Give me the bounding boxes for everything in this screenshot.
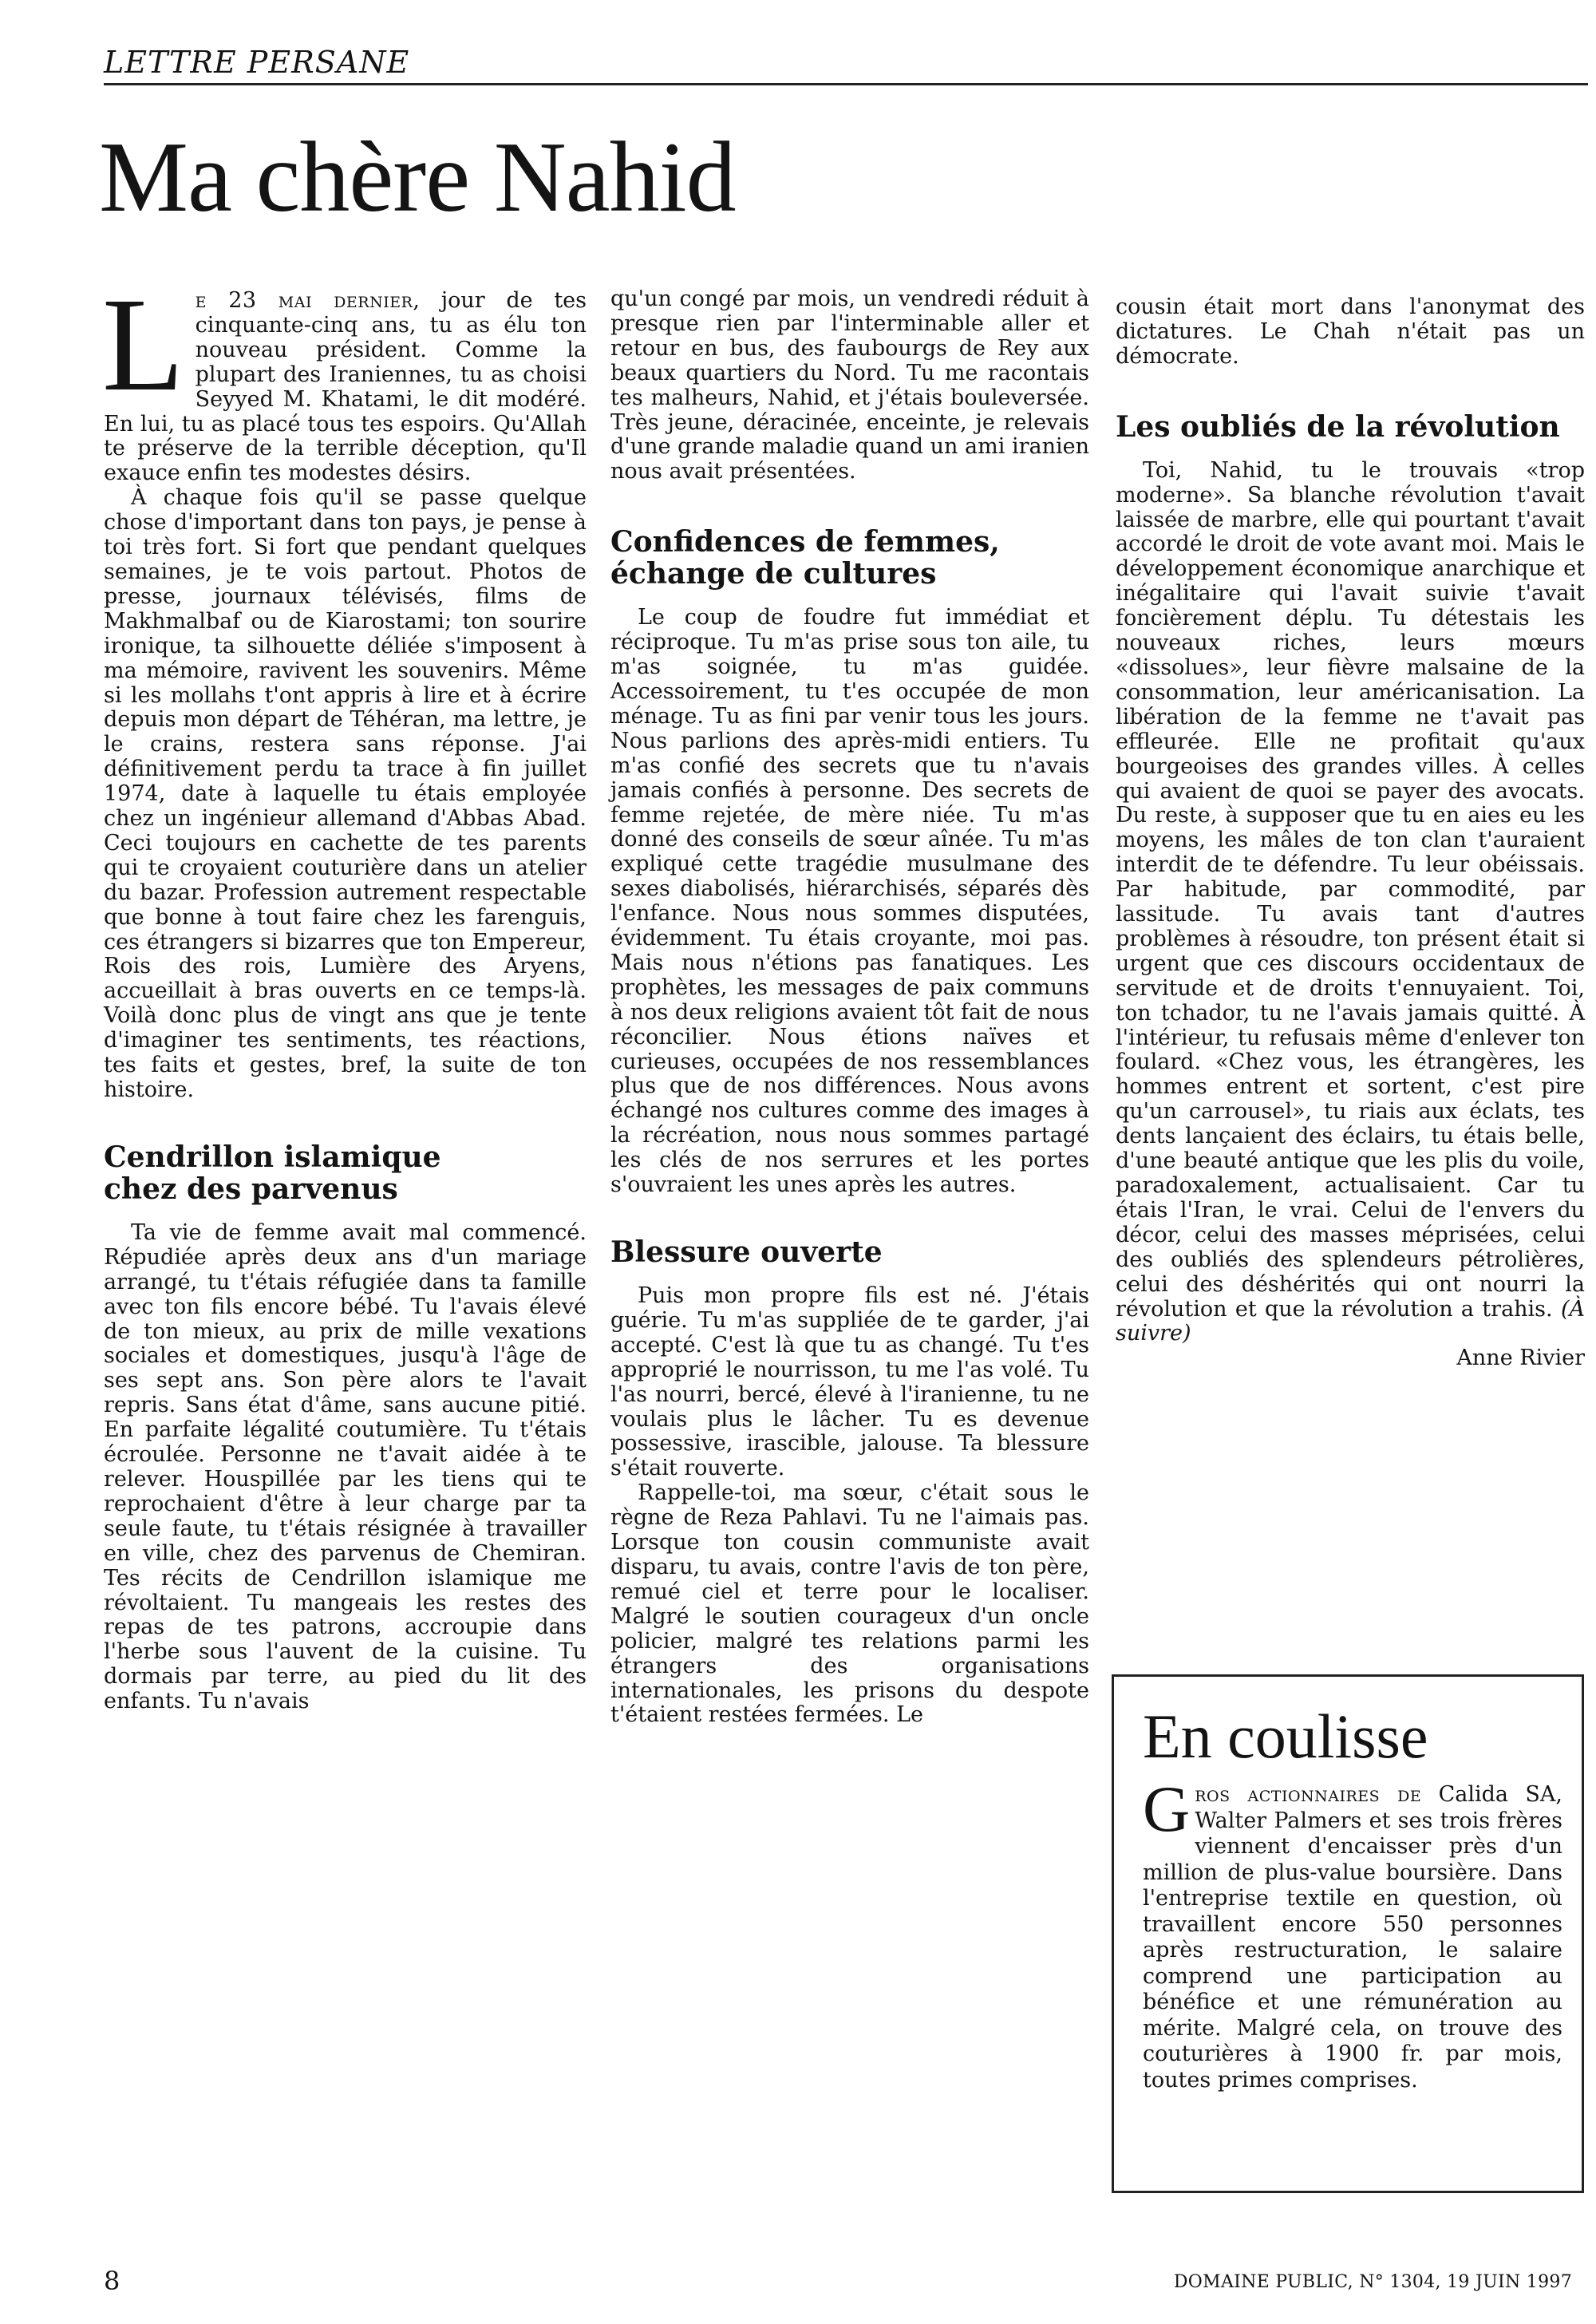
lead-smallcaps: e 23 mai dernier — [195, 288, 413, 313]
paragraph: À chaque fois qu'il se passe quelque chose d'important dans ton pays, je pense à toi très fort. Si fort que pendant quelques semaines, je te vois partout. Photos de presse, journaux télévisés, films de Makhmalbaf ou de Kiarostami; ton sourire ironique, ta silhouette déliée s'imposent à ma mémoire, ravivent les souvenirs. Même si les mollahs t'ont appris à lire et à écrire depuis mon départ de Téhéran, ma lettre, je le crains, restera sans réponse. J'ai définitivement perdu ta trace à fin juillet 1974, date à laquelle tu étais employée chez un ingénieur allemand d'Abbas Abad. Ceci toujours en cachette de tes parents qui te croyaient couturière dans un atelier du bazar. Profession autrement respectable que bonne à tout faire chez les farenguis, ces étrangers si bizarres que ton Empereur, Rois des rois, Lumière des Aryens, accueillait à bras ouverts en ce temps-là. Voilà donc plus de vingt ans que je tente d'imaginer tes sentiments, tes réactions, tes faits et gestes, bref, la suite de ton histoire. — [104, 485, 587, 1102]
page-number: 8 — [104, 2266, 120, 2296]
paragraph: Rappelle-toi, ma sœur, c'était sous le règne de Reza Pahlavi. Tu ne l'aimais pas. Lorsque ton cousin communiste avait disparu, tu avais, contre l'avis de ton père, remué ciel et terre pour le localiser. Malgré le soutien courageux d'un oncle policier, malgré tes relations parmi les étrangers des organisations internationales, les prisons du despote t'étaient restées fermées. Le — [610, 1480, 1089, 1728]
sidebar-title: En coulisse — [1143, 1702, 1428, 1771]
sidebar-text: Calida SA, Walter Palmers et ses trois frères viennent d'encaisser près d'un million de plus-value boursière. Dans l'entreprise textile en question, où travaillent encore 550 personnes après restructuration, le salaire comprend une participation au bénéfice et une rémunération au mérite. Malgré cela, on trouve des couturières à 1900 fr. par mois, toutes primes comprises. — [1143, 1782, 1562, 2093]
lead-text: , jour de tes cinquante-cinq ans, tu as élu ton nouveau président. Comme la plupart des Iraniennes, tu as choisi Seyyed M. Khatami, le dit modéré. En lui, tu as placé tous tes espoirs. Qu'Allah te préserve de la terrible déception, qu'Il exauce enfin tes modestes désirs. — [104, 288, 587, 486]
subheading-blessure: Blessure ouverte — [610, 1235, 883, 1269]
article-column-3 — [1116, 295, 1585, 1371]
paragraph: cousin était mort dans l'anonymat des dictatures. Le Chah n'était pas un démocrate. — [1116, 294, 1585, 369]
paragraph: qu'un congé par mois, un vendredi réduit à presque rien par l'interminable aller et retour en bus, des faubourgs de Rey aux beaux quartiers du Nord. Tu me racontais tes malheurs, Nahid, et j'étais bouleversée. Très jeune, déracinée, enceinte, je relevais d'une grande maladie quand un ami iranien nous avait présentées. — [610, 287, 1089, 484]
sidebar-paragraph — [1143, 1773, 1562, 2093]
sidebar-box — [1112, 1674, 1584, 2193]
subheading-confidences — [610, 526, 1089, 590]
article-column-2 — [610, 287, 1089, 1728]
subheading-line: échange de cultures — [610, 557, 937, 591]
section-rubric: LETTRE PERSANE — [104, 45, 410, 80]
paragraph: Ta vie de femme avait mal commencé. Répudiée après deux ans d'un mariage arrangé, tu t'étais réfugiée dans ta famille avec ton fils encore bébé. Tu l'avais élevé de ton mieux, au prix de mille vexations sociales et domestiques, jusqu'à l'âge de ses sept ans. Son père alors te l'avait repris. Sans état d'âme, sans aucune pitié. En parfaite légalité coutumière. Tu t'étais écroulée. Personne ne t'avait aidée à te relever. Houspillée par les tiens qui te reprochaient d'être à leur charge par ta seule faute, tu t'étais résignée à travailler en ville, chez des parvenus de Chemiran. Tes récits de Cendrillon islamique me révoltaient. Tu mangeais les restes des repas de tes patrons, accroupie dans l'herbe sous l'auvent de la cuisine. Tu dormais par terre, au pied du lit des enfants. Tu n'avais — [104, 1219, 587, 1714]
drop-cap: L — [102, 271, 184, 419]
subheading-line: Cendrillon islamique — [104, 1140, 441, 1174]
paragraph-text: Toi, Nahid, tu le trouvais «trop moderne». Sa blanche révolution t'avait laissée de marbre, elle qui pourtant t'avait accordé le droit de vote avant moi. Mais le développement économique anarchique et inégalitaire qui l'avait suivie t'avait foncièrement déplu. Tu détestais les nouveaux riches, leurs mœurs «dissolues», leur fièvre malsaine de la consommation, leur américanisation. La libération de la femme ne t'avait pas effleurée. Elle ne profitait qu'aux bourgeoises des grandes villes. À celles qui avaient de quoi se payer des avocats. Du reste, à supposer que tu en aies eu les moyens, les mâles de ton clan t'auraient interdit de te défendre. Tu leur obéissais. Par habitude, par commodité, par lassitude. Tu avais tant d'autres problèmes à résoudre, ton présent était si urgent que ces discours occidentaux de servitude et de droits t'ennuyaient. Toi, ton tchador, tu ne l'avais jamais quitté. À l'intérieur, tu refusais même d'enlever ton foulard. «Chez vous, les étrangères, les hommes entrent et sortent, c'est pire qu'un carrousel», tu riais aux éclats, tes dents lançaient des éclairs, tu étais belle, d'une beauté antique que les plis du voile, paradoxalement, actualisaient. Car tu étais l'Iran, le vrai. Celui de l'envers du décor, celui des masses méprisées, celui des oubliés des splendeurs pétrolières, celui des déshérités qui ont nourri la révolution et que la révolution a trahis. — [1116, 457, 1585, 1322]
paragraph: Le coup de foudre fut immédiat et réciproque. Tu m'as prise sous ton aile, tu m'as soignée, tu m'as guidée. Accessoirement, tu t'es occupée de mon ménage. Tu as fini par venir tous les jours. Nous parlions des après-midi entiers. Tu m'as confié des secrets que tu n'avais jamais confiés à personne. Des secrets de femme rejetée, de mère niée. Tu m'as donné des conseils de sœur aînée. Tu m'as expliqué cette tragédie musulmane des sexes diabolisés, hiérarchisés, séparés dès l'enfance. Nous nous sommes disputées, évidemment. Tu étais croyante, moi pas. Mais nous n'étions pas fanatiques. Les prophètes, les messages de paix communs à nos deux religions avaient tôt fait de nous réconcilier. Nous étions naïves et curieuses, occupées de nos ressemblances plus que de nos différences. Nous avons échangé nos cultures comme des images à la récréation, nous nous sommes partagé les clés de nos serrures et les portes s'ouvraient les unes après les autres. — [610, 605, 1089, 1198]
sidebar-drop-cap: G — [1143, 1773, 1191, 1845]
to-follow-note: (À suivre) — [1116, 1296, 1585, 1346]
article-title: Ma chère Nahid — [99, 122, 736, 233]
publication-info: DOMAINE PUBLIC, N° 1304, 19 JUIN 1997 — [1173, 2272, 1572, 2292]
subheading-oublies: Les oubliés de la révolution — [1116, 409, 1560, 444]
paragraph: Puis mon propre fils est né. J'étais guérie. Tu m'as suppliée de te garder, j'ai accepté. C'est là que tu as changé. Tu t'es approprié le nourrisson, tu me l'as volé. Tu l'as nourri, bercé, élevé à l'iranienne, tu ne voulais plus le lâcher. Tu es devenue possessive, irascible, jalouse. Ta blessure s'était rouverte. — [610, 1283, 1089, 1481]
subheading-line: Confidences de femmes, — [610, 525, 1000, 559]
subheading-cendrillon — [104, 1141, 587, 1205]
paragraph — [1116, 459, 1585, 1347]
header-rule — [104, 83, 1588, 85]
author-signature: Anne Rivier — [1456, 1346, 1585, 1371]
article-column-1 — [102, 271, 587, 1714]
subheading-line: chez des parvenus — [104, 1172, 398, 1206]
sidebar-smallcaps: ros actionnaires de — [1195, 1782, 1422, 1807]
lead-paragraph — [102, 271, 587, 486]
